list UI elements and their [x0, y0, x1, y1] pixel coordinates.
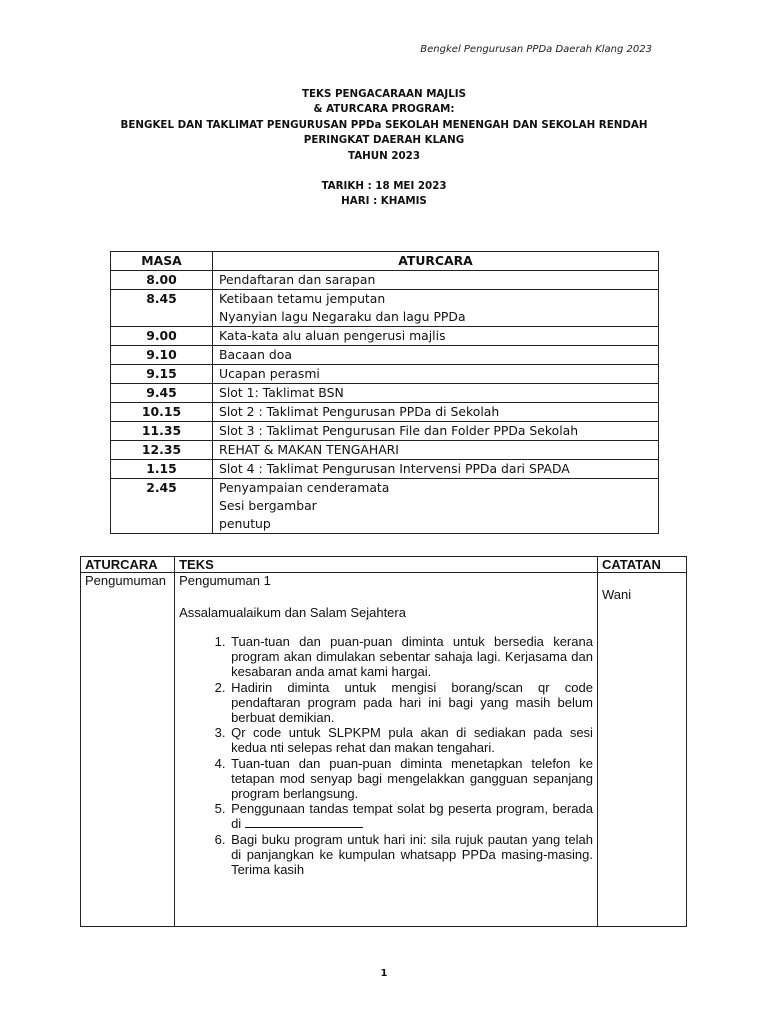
schedule-activity	[213, 384, 659, 403]
schedule-activity-line: REHAT & MAKAN TENGAHARI	[219, 442, 399, 457]
announcement-item-text: Penggunaan tandas tempat solat bg peserta program, berada di	[231, 801, 593, 832]
schedule-activity	[213, 271, 659, 290]
announcement-item	[229, 756, 593, 802]
schedule-body	[111, 271, 659, 534]
announcement-item-text: Tuan-tuan dan puan-puan diminta menetapkan telefon ke tetapan mod senyap bagi mengelakkan gangguan sepanjang program berlangsung.	[231, 755, 593, 802]
schedule-activity-line: Kata-kata alu aluan pengerusi majlis	[219, 328, 446, 343]
schedule-row	[111, 327, 659, 346]
announcement-item-text: Tuan-tuan dan puan-puan diminta untuk bersedia kerana program akan dimulakan sebentar sahaja lagi. Kerjasama dan kesabaran anda amat kami hargai.	[231, 634, 593, 680]
schedule-row	[111, 479, 659, 534]
schedule-activity-line: Slot 2 : Taklimat Pengurusan PPDa di Sekolah	[219, 404, 500, 419]
schedule-activity-line: Pendaftaran dan sarapan	[219, 272, 376, 287]
schedule-time: 2.45	[111, 479, 213, 534]
schedule-time: 9.15	[111, 365, 213, 384]
page-number: 1	[380, 968, 388, 979]
title-line: BENGKEL DAN TAKLIMAT PENGURUSAN PPDa SEKOLAH MENENGAH DAN SEKOLAH RENDAH	[120, 118, 648, 131]
schedule-activity-line: Slot 4 : Taklimat Pengurusan Intervensi PPDa dari SPADA	[219, 461, 570, 476]
schedule-activity-line: Ucapan perasmi	[219, 366, 320, 381]
schedule-time: 8.00	[111, 271, 213, 290]
schedule-time: 9.00	[111, 327, 213, 346]
schedule-activity-line: Slot 3 : Taklimat Pengurusan File dan Folder PPDa Sekolah	[219, 423, 579, 438]
running-header: Bengkel Pengurusan PPDa Daerah Klang 2023	[420, 44, 652, 55]
schedule-activity	[213, 290, 659, 327]
schedule-time: 12.35	[111, 441, 213, 460]
schedule-row	[111, 365, 659, 384]
schedule-row	[111, 422, 659, 441]
schedule-activity	[213, 403, 659, 422]
schedule-activity-line: Slot 1: Taklimat BSN	[219, 385, 344, 400]
schedule-activity-line: Nyanyian lagu Negaraku dan lagu PPDa	[219, 309, 466, 324]
schedule-activity	[213, 460, 659, 479]
speech-aturcara-cell	[81, 573, 175, 927]
speech-text-table	[80, 556, 687, 927]
schedule-activity-line: Bacaan doa	[219, 347, 292, 362]
catatan-value: Wani	[601, 587, 632, 602]
schedule-activity-line: penutup	[219, 516, 271, 531]
title-gap	[0, 164, 768, 179]
announcement-list	[179, 634, 593, 877]
schedule-time: 9.45	[111, 384, 213, 403]
announcement-item	[229, 680, 593, 726]
announcement-item	[229, 725, 593, 755]
title-line: TAHUN 2023	[347, 149, 421, 162]
schedule-header-row	[111, 252, 659, 271]
speech-teks-cell	[175, 573, 598, 927]
schedule-time: 8.45	[111, 290, 213, 327]
schedule-table	[110, 251, 659, 534]
announcement-item	[229, 832, 593, 878]
schedule-time: 1.15	[111, 460, 213, 479]
announcement-item-text: Hadirin diminta untuk mengisi borang/scan qr code pendaftaran program pada hari ini bagi yang masih belum berbuat demikian.	[231, 679, 593, 726]
day-line: HARI : KHAMIS	[341, 195, 427, 208]
date-line: TARIKH : 18 MEI 2023	[321, 180, 447, 193]
schedule-activity	[213, 479, 659, 534]
announcement-item-text: Qr code untuk SLPKPM pula akan di sediakan pada sesi kedua nti selepas rehat dan makan tengahari.	[231, 725, 593, 756]
schedule-activity	[213, 441, 659, 460]
schedule-header-aturcara: ATURCARA	[213, 252, 659, 271]
speech-header-teks: TEKS	[175, 557, 598, 573]
schedule-row	[111, 460, 659, 479]
schedule-header-masa: MASA	[111, 252, 213, 271]
announcement-title: Pengumuman 1	[179, 573, 271, 588]
schedule-activity-line: Ketibaan tetamu jemputan	[219, 291, 386, 306]
document-title-block	[0, 87, 768, 210]
schedule-activity	[213, 422, 659, 441]
schedule-activity	[213, 346, 659, 365]
title-line: PERINGKAT DAERAH KLANG	[303, 134, 465, 147]
speech-header-catatan: CATATAN	[597, 557, 686, 573]
speech-aturcara-value: Pengumuman	[85, 573, 166, 588]
announcement-item	[229, 634, 593, 680]
title-line: & ATURCARA PROGRAM:	[313, 103, 455, 116]
schedule-activity-line: Sesi bergambar	[219, 498, 317, 513]
speech-catatan-cell	[597, 573, 686, 927]
title-line: TEKS PENGACARAAN MAJLIS	[301, 88, 467, 100]
announcement-item-text: Bagi buku program untuk hari ini: sila rujuk pautan yang telah di panjangkan ke kumpulan whatsapp PPDa masing-masing. Terima kasih	[231, 831, 593, 878]
greeting-text: Assalamualaikum dan Salam Sejahtera	[179, 605, 406, 620]
schedule-activity	[213, 327, 659, 346]
schedule-row	[111, 403, 659, 422]
speech-row	[81, 573, 687, 927]
schedule-row	[111, 290, 659, 327]
fill-in-blank-line	[245, 816, 363, 828]
schedule-row	[111, 384, 659, 403]
schedule-activity-line: Penyampaian cenderamata	[219, 480, 390, 495]
schedule-activity	[213, 365, 659, 384]
schedule-time: 10.15	[111, 403, 213, 422]
schedule-time: 11.35	[111, 422, 213, 441]
schedule-row	[111, 346, 659, 365]
speech-header-row	[81, 557, 687, 573]
announcement-item	[229, 801, 593, 831]
schedule-row	[111, 441, 659, 460]
schedule-time: 9.10	[111, 346, 213, 365]
schedule-row	[111, 271, 659, 290]
speech-header-aturcara: ATURCARA	[81, 557, 175, 573]
